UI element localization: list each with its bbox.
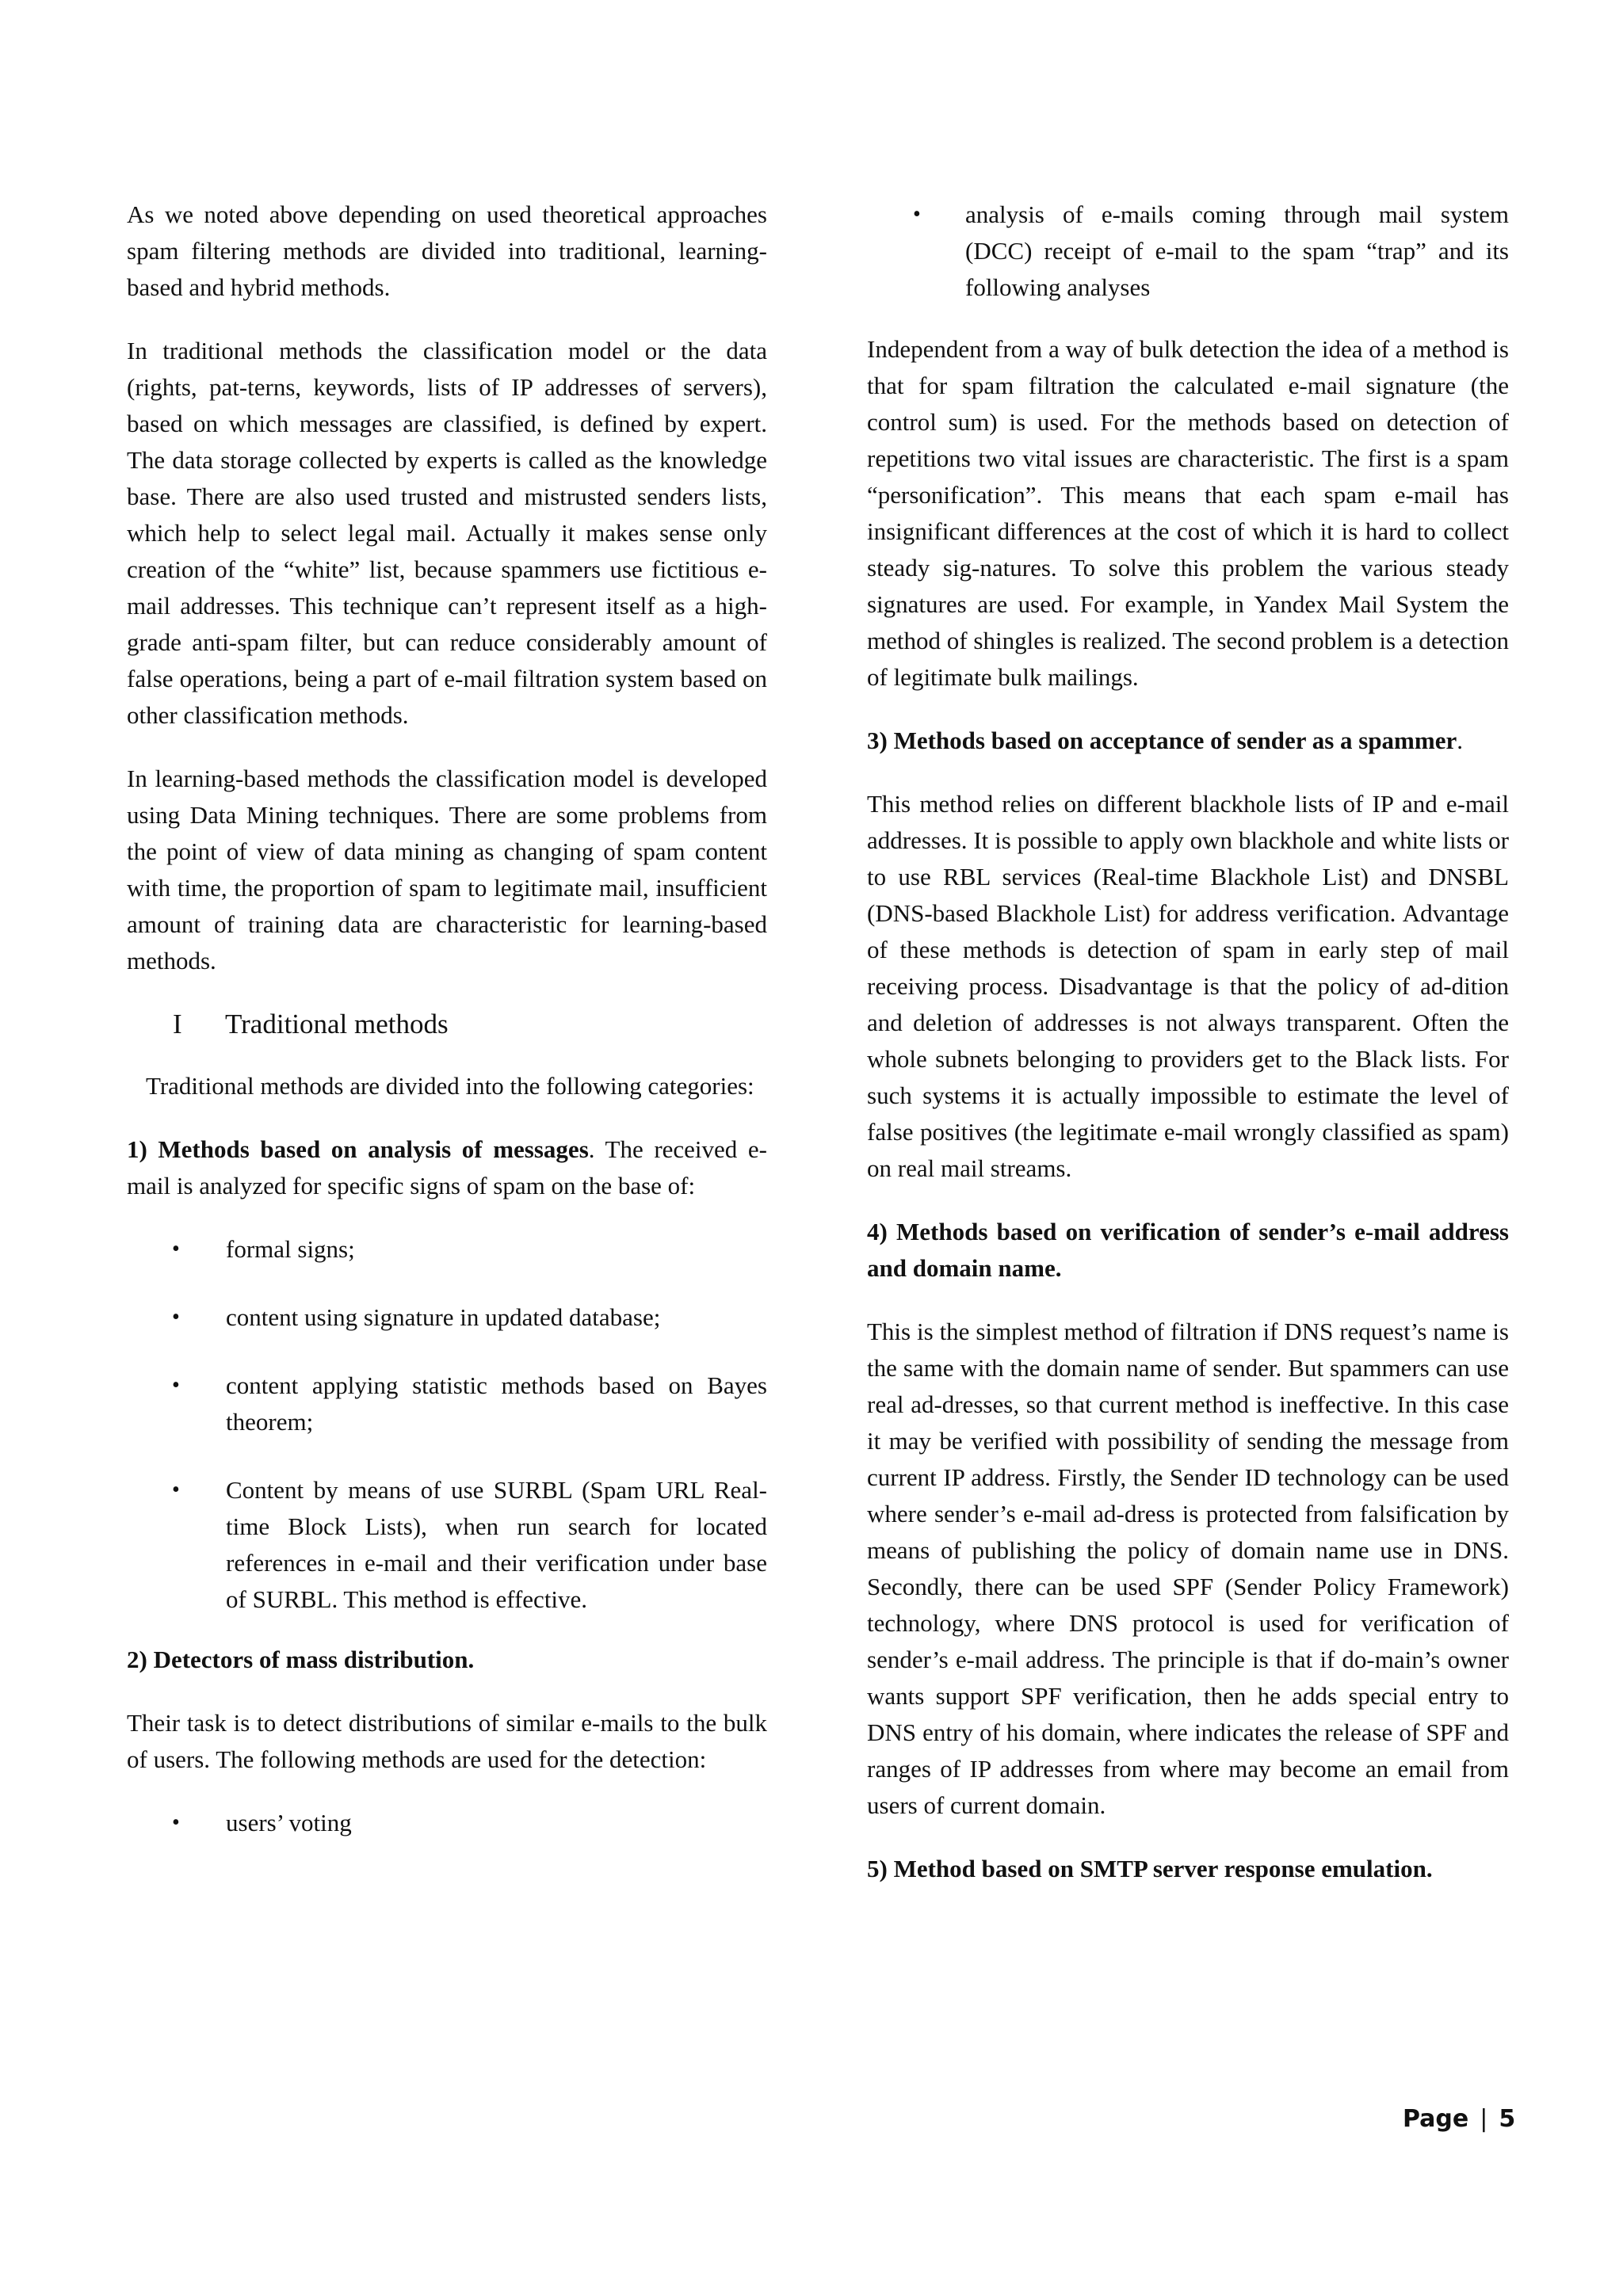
list-item: • users’ voting bbox=[127, 1805, 767, 1841]
method-3-paragraph: This method relies on different blackhole lists of IP and e-mail addresses. It is possible to apply own blackhole and white lists or to use RBL services (Real-time Blackhole List) and DNSBL (DNS-based Blackhole List) for address verification. Advantage of these methods is detection of spam in early step of mail receiving process. Disadvantage is that the policy of ad-dition and deletion of addresses is not always transparent. Often the whole subnets belonging to providers get to the Black lists. For such systems it is actually impossible to estimate the level of false positives (the legitimate e-mail wrongly classified as spam) on real mail streams. bbox=[867, 790, 1509, 1182]
left-column bbox=[127, 196, 767, 1873]
list-item: • content applying statistic methods based on Bayes theorem; bbox=[127, 1367, 767, 1440]
method-3-heading: 3) Methods based on acceptance of sender as a spammer. bbox=[867, 727, 1463, 754]
method-4-heading: 4) Methods based on verification of sender’s e-mail address and domain name. bbox=[867, 1218, 1509, 1282]
continued-bullet-list bbox=[867, 196, 1509, 306]
bullet-icon: • bbox=[172, 1478, 180, 1502]
traditional-methods-paragraph: In traditional methods the classification model or the data (rights, pat-terns, keywords, lists of IP addresses of servers), based on which messages are classified, is defined by expert. The data storage collected by experts is called as the knowledge base. There are also used trusted and mistrusted senders lists, which help to select legal mail. Actually it makes sense only creation of the “white” list, because spammers use fictitious e-mail addresses. This technique can’t represent itself as a high-grade anti-spam filter, but can reduce considerably amount of false operations, being a part of e-mail filtration system based on other classification methods. bbox=[127, 337, 767, 729]
list-item: • Content by means of use SURBL (Spam URL Real-time Block Lists), when run search for located references in e-mail and their verification under base of SURBL. This method is effective. bbox=[127, 1472, 767, 1618]
section-number: I bbox=[173, 1009, 182, 1039]
method-1-bullet-list bbox=[127, 1231, 767, 1618]
footer-separator: | bbox=[1480, 2105, 1488, 2133]
bulk-detection-paragraph: Independent from a way of bulk detection the idea of a method is that for spam filtration the calculated e-mail signature (the control sum) is used. For the methods based on detection of repetitions two vital issues are characteristic. The first is a spam “personification”. This means that each spam e-mail has insignificant differences at the cost of which it is hard to collect steady sig-natures. To solve this problem the various steady signatures are used. For example, in Yandex Mail System the method of shingles is realized. The second problem is a detection of legitimate bulk mailings. bbox=[867, 335, 1509, 691]
bullet-icon: • bbox=[172, 1810, 180, 1835]
bullet-icon: • bbox=[913, 202, 921, 227]
list-item: • content using signature in updated database; bbox=[127, 1299, 767, 1336]
method-4-paragraph: This is the simplest method of filtration if DNS request’s name is the same with the domain name of sender. But spammers can use real ad-dresses, so that current method is ineffective. In this case it may be verified with possibility of sending the message from current IP address. Firstly, the Sender ID technology can be used where sender’s e-mail ad-dress is protected from falsification by means of publishing the policy of domain name use in DNS. Secondly, there can be used SPF (Sender Policy Framework) technology, where DNS protocol is used for verification of sender’s e-mail address. The principle is that if do-main’s owner wants support SPF verification, then he adds special entry to DNS entry of his domain, where indicates the release of SPF and ranges of IP addresses from where may become an email from users of current domain. bbox=[867, 1318, 1509, 1819]
section-title: Traditional methods bbox=[225, 1009, 449, 1039]
method-5-heading: 5) Method based on SMTP server response emulation. bbox=[867, 1855, 1433, 1882]
bullet-icon: • bbox=[172, 1237, 180, 1261]
method-1-paragraph bbox=[127, 1131, 767, 1204]
method-1-text: . The received e-mail is analyzed for specific signs of spam on the base of: bbox=[127, 1135, 767, 1199]
method-2-bullet-list bbox=[127, 1805, 767, 1841]
list-item: • formal signs; bbox=[127, 1231, 767, 1268]
page-footer bbox=[1403, 2105, 1515, 2133]
page-label: Page bbox=[1403, 2105, 1469, 2133]
page-number: 5 bbox=[1499, 2105, 1516, 2133]
bullet-icon: • bbox=[172, 1305, 180, 1329]
bullet-icon: • bbox=[172, 1373, 180, 1398]
list-item: • analysis of e-mails coming through mail system (DCC) receipt of e-mail to the spam “trap” and its following analyses bbox=[867, 196, 1509, 306]
right-column bbox=[867, 196, 1509, 1887]
intro-paragraph: As we noted above depending on used theoretical approaches spam filtering methods are divided into traditional, learning-based and hybrid methods. bbox=[127, 200, 767, 301]
method-1-heading: 1) Methods based on analysis of messages bbox=[127, 1135, 589, 1163]
method-2-paragraph: Their task is to detect distributions of similar e-mails to the bulk of users. The following methods are used for the detection: bbox=[127, 1709, 767, 1773]
categories-paragraph: Traditional methods are divided into the following categories: bbox=[146, 1072, 754, 1100]
section-heading bbox=[173, 1006, 767, 1043]
method-2-heading: 2) Detectors of mass distribution. bbox=[127, 1646, 475, 1673]
learning-methods-paragraph: In learning-based methods the classification model is developed using Data Mining techniques. There are some problems from the point of view of data mining as changing of spam content with time, the proportion of spam to legitimate mail, insufficient amount of training data are characteristic for learning-based methods. bbox=[127, 765, 767, 974]
